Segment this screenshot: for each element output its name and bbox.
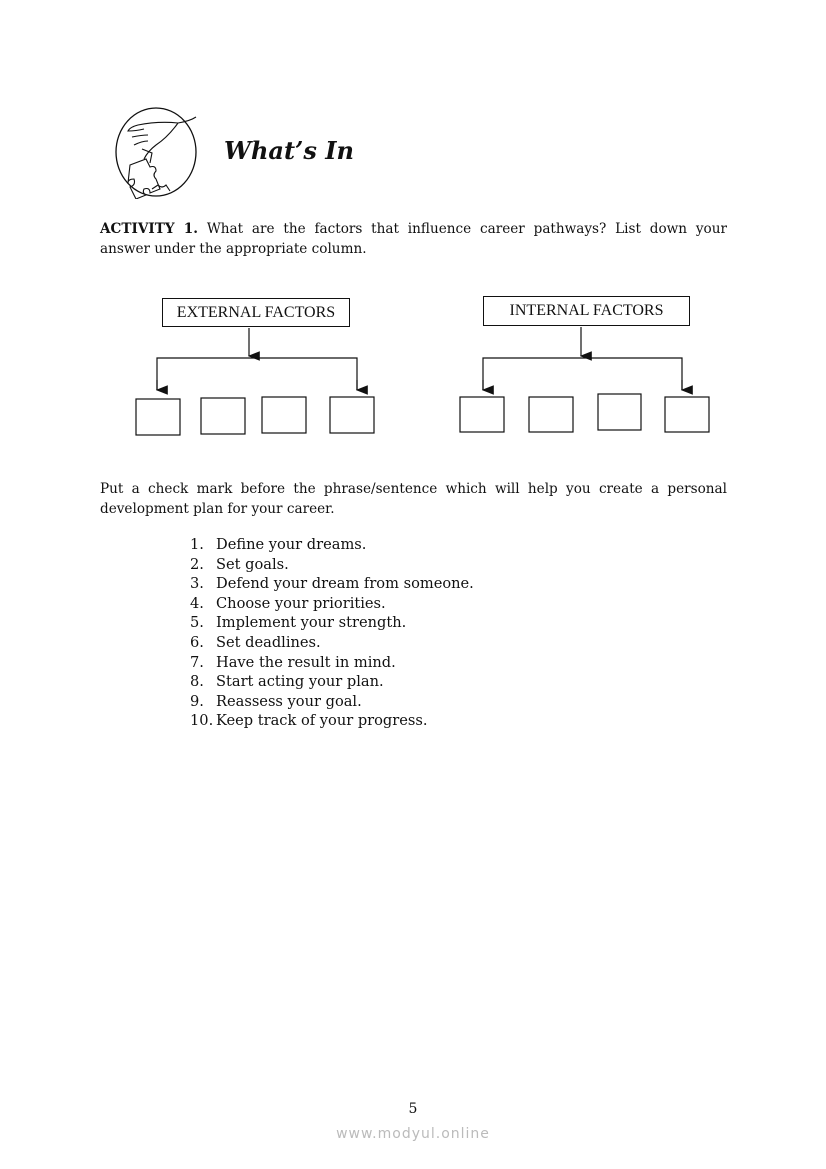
checklist	[190, 535, 474, 731]
item-number: 8.	[190, 673, 204, 691]
internal-branch	[483, 358, 682, 390]
factors-diagram	[0, 0, 826, 450]
checklist-item	[190, 633, 474, 653]
item-text: Set deadlines.	[216, 633, 321, 651]
item-number: 10.	[190, 712, 214, 730]
page-number: 5	[408, 1101, 418, 1117]
checklist-item	[190, 711, 474, 731]
item-number: 6.	[190, 633, 204, 651]
item-text: Defend your dream from someone.	[216, 575, 474, 593]
item-number: 4.	[190, 594, 204, 612]
checklist-item	[190, 653, 474, 673]
item-text: Start acting your plan.	[216, 673, 384, 691]
item-number: 7.	[190, 653, 204, 671]
item-number: 2.	[190, 555, 204, 573]
internal-answer-box[interactable]	[460, 397, 504, 432]
item-number: 5.	[190, 614, 204, 632]
checklist-item	[190, 594, 474, 614]
checklist-item	[190, 613, 474, 633]
activity-label: ACTIVITY 1.	[100, 221, 198, 237]
item-text: Choose your priorities.	[216, 594, 386, 612]
item-text: Have the result in mind.	[216, 653, 396, 671]
checklist-item	[190, 692, 474, 712]
internal-answer-box[interactable]	[598, 394, 641, 430]
item-number: 3.	[190, 575, 204, 593]
checklist-item	[190, 672, 474, 692]
item-number: 1.	[190, 536, 204, 553]
activity-text: What are the factors that influence career pathways? List down your answer under the appropriate column.	[100, 221, 727, 257]
internal-answer-box[interactable]	[529, 397, 573, 432]
item-text: Define your dreams.	[216, 536, 367, 553]
external-branch	[157, 358, 357, 390]
watermark: www.modyul.online	[336, 1126, 490, 1142]
external-answer-box[interactable]	[262, 397, 306, 433]
checklist-item	[190, 574, 474, 594]
external-answer-box[interactable]	[330, 397, 374, 433]
item-text: Implement your strength.	[216, 614, 407, 632]
section-title: What’s In	[224, 136, 354, 165]
checklist-item	[190, 535, 474, 555]
internal-factors-label: INTERNAL FACTORS	[509, 302, 664, 319]
checklist-instruction: Put a check mark before the phrase/sentence which will help you create a personal development plan for your career.	[100, 481, 727, 517]
item-text: Set goals.	[216, 555, 289, 573]
item-text: Reassess your goal.	[216, 692, 362, 710]
external-answer-box[interactable]	[201, 398, 245, 434]
internal-answer-box[interactable]	[665, 397, 709, 432]
external-factors-label: EXTERNAL FACTORS	[176, 303, 336, 321]
checklist-item	[190, 555, 474, 575]
item-text: Keep track of your progress.	[216, 712, 428, 730]
external-answer-box[interactable]	[136, 399, 180, 435]
item-number: 9.	[190, 692, 204, 710]
